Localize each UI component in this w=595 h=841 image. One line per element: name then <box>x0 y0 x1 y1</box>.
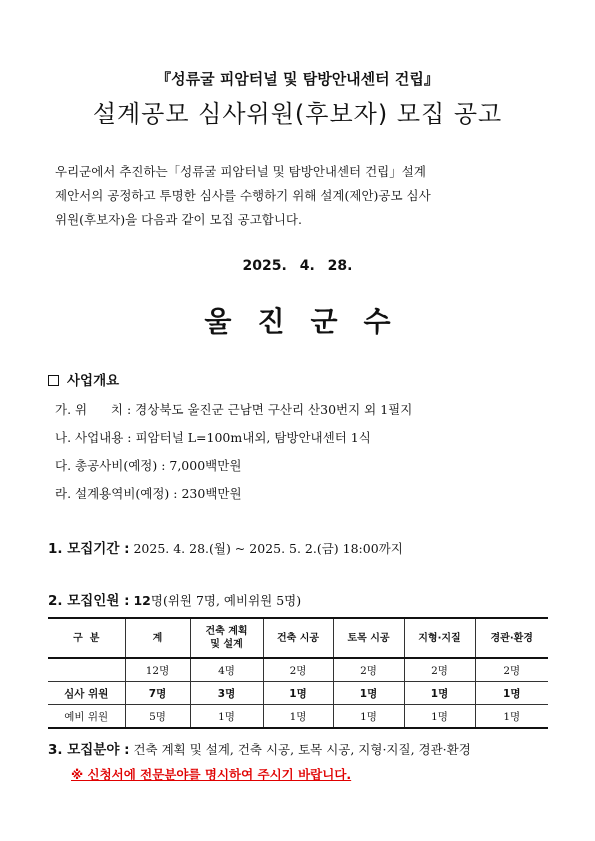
application-notice: ※ 신청서에 전문분야를 명시하여 주시기 바랍니다. <box>71 767 352 782</box>
table-row <box>48 705 548 729</box>
table-header: 구 분 <box>48 618 125 658</box>
intro-line: 우리군에서 추진하는「성류굴 피암터널 및 탐방안내센터 건립」설계 <box>55 164 426 179</box>
recruit-fields <box>48 738 471 758</box>
announcement-date: 2025. 4. 28. <box>242 258 353 274</box>
table-cell: 1명 <box>475 705 548 729</box>
overview-heading <box>48 369 119 389</box>
overview-item-cost: 다. 총공사비(예정) : 7,000백만원 <box>55 458 242 473</box>
table-cell: 2명 <box>475 658 548 682</box>
table-row <box>48 658 548 682</box>
table-cell: 3명 <box>190 682 263 705</box>
recruit-fields-label: 3. 모집분야 : <box>48 742 130 758</box>
issuer-name: 울진군수 <box>204 305 417 338</box>
table-cell: 1명 <box>404 682 475 705</box>
table-cell: 2명 <box>333 658 404 682</box>
recruit-members-label: 2. 모집인원 : <box>48 593 130 609</box>
table-cell: 5명 <box>125 705 190 729</box>
table-cell: 심사 위원 <box>48 682 125 705</box>
table-cell <box>48 658 125 682</box>
checkbox-square-icon <box>48 375 59 386</box>
recruit-members-count: 12 <box>133 593 151 608</box>
table-header-row <box>48 618 548 658</box>
document-title: 설계공모 심사위원(후보자) 모집 공고 <box>92 100 503 128</box>
overview-item-location: 가. 위 치 : 경상북도 울진군 근남면 구산리 산30번지 외 1필지 <box>55 402 413 417</box>
table-cell: 1명 <box>333 682 404 705</box>
recruit-period-value: 2025. 4. 28.(월) ~ 2025. 5. 2.(금) 18:00까지 <box>133 541 403 556</box>
table-header: 지형·지질 <box>404 618 475 658</box>
recruit-members <box>48 589 301 609</box>
intro-line: 제안서의 공정하고 투명한 심사를 수행하기 위해 설계(제안)공모 심사 <box>55 188 431 203</box>
table-cell: 1명 <box>190 705 263 729</box>
table-cell: 4명 <box>190 658 263 682</box>
table-cell: 1명 <box>475 682 548 705</box>
table-header: 건축 시공 <box>263 618 333 658</box>
recruit-period-label: 1. 모집기간 : <box>48 541 130 557</box>
table-cell: 1명 <box>333 705 404 729</box>
document-subtitle: 『성류굴 피암터널 및 탐방안내센터 건립』 <box>156 70 439 88</box>
recruit-fields-value: 건축 계획 및 설계, 건축 시공, 토목 시공, 지형·지질, 경관·환경 <box>133 742 471 757</box>
recruit-table <box>48 617 548 729</box>
table-header: 토목 시공 <box>333 618 404 658</box>
table-cell: 2명 <box>263 658 333 682</box>
table-header: 경관·환경 <box>475 618 548 658</box>
table-cell: 예비 위원 <box>48 705 125 729</box>
table-header: 건축 계획 및 설계 <box>190 618 263 658</box>
table-cell: 2명 <box>404 658 475 682</box>
recruit-period <box>48 537 403 557</box>
table-cell: 7명 <box>125 682 190 705</box>
recruit-members-detail: 명(위원 7명, 예비위원 5명) <box>150 593 302 608</box>
table-cell: 1명 <box>404 705 475 729</box>
overview-item-content: 나. 사업내용 : 피암터널 L=100m내외, 탐방안내센터 1식 <box>55 430 371 445</box>
overview-list <box>55 396 412 508</box>
table-row <box>48 682 548 705</box>
intro-paragraph <box>55 160 545 232</box>
overview-heading-label: 사업개요 <box>67 373 120 389</box>
table-cell: 12명 <box>125 658 190 682</box>
intro-line: 위원(후보자)을 다음과 같이 모집 공고합니다. <box>55 212 302 227</box>
table-header: 계 <box>125 618 190 658</box>
table-cell: 1명 <box>263 682 333 705</box>
overview-item-fee: 라. 설계용역비(예정) : 230백만원 <box>55 486 242 501</box>
table-cell: 1명 <box>263 705 333 729</box>
